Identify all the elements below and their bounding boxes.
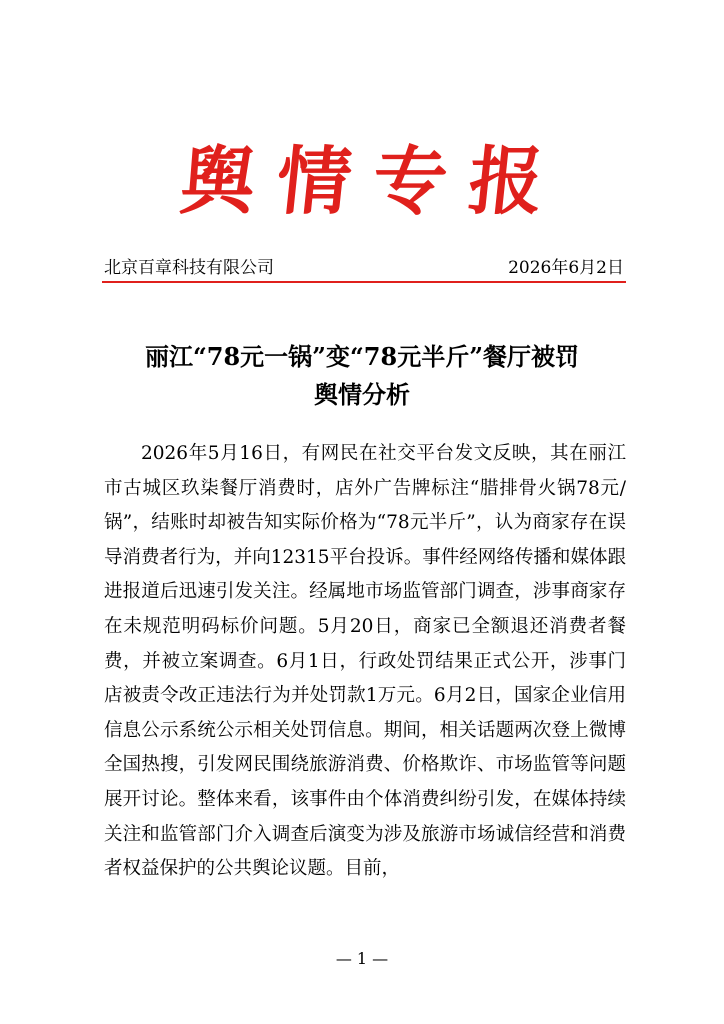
report-date: 2026年6月2日	[508, 258, 624, 278]
page-number: — 1 —	[335, 949, 389, 968]
red-divider-line	[102, 281, 626, 283]
masthead-title: 舆情专报	[176, 139, 570, 225]
body-paragraph: 2026年5月16日，有网民在社交平台发文反映，其在丽江市古城区玖柒餐厅消费时，店外广告牌标注“腊排骨火锅78元/锅”，结账时却被告知实际价格为“78元半斤”，认为商家存在误导消费者行为，并向12315平台投诉。事件经网络传播和媒体跟进报道后迅速引发关注。经属地市场监管部门调查，涉事商家存在未规范明码标价问题。5月20日，商家已全额退还消费者餐费，并被立案调查。6月1日，行政处罚结果正式公开，涉事门店被责令改正违法行为并处罚款1万元。6月2日，国家企业信用信息公示系统公示相关处罚信息。期间，相关话题两次登上微博全国热搜，引发网民围绕旅游消费、价格欺诈、市场监管等问题展开讨论。整体来看，该事件由个体消费纠纷引发，在媒体持续关注和监管部门介入调查后演变为涉及旅游市场诚信经营和消费者权益保护的公共舆论议题。目前，	[104, 443, 626, 880]
document-title-line-1: 丽江“78元一锅”变“78元半斤”餐厅被罚	[144, 342, 579, 371]
document-title-line-2: 舆情分析	[314, 380, 410, 409]
document-title	[80, 338, 644, 414]
header-meta-row	[104, 256, 624, 280]
organization-name: 北京百章科技有限公司	[104, 258, 274, 278]
